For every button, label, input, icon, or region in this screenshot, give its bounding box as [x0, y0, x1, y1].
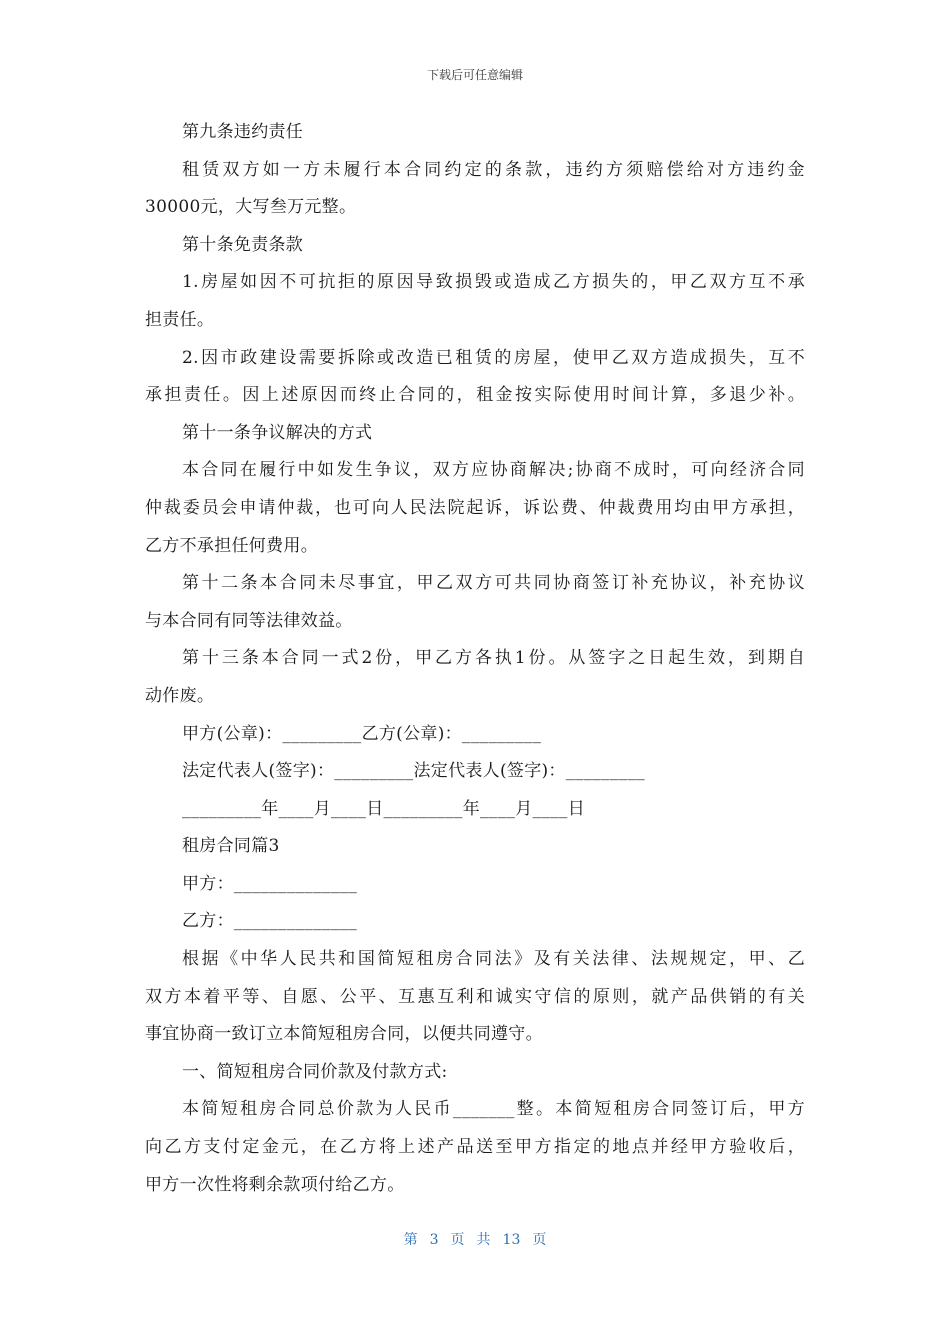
text-line: 第十二条本合同未尽事宜，甲乙双方可共同协商签订补充协议，补充协议: [182, 573, 805, 594]
text-line: 法定代表人(签字)：_________法定代表人(签字)：_________: [182, 761, 645, 782]
footer-total-word: 共: [476, 1232, 491, 1248]
text-line: 本合同在履行中如发生争议，双方应协商解决;协商不成时，可向经济合同: [182, 460, 805, 481]
text-line: 与本合同有同等法律效益。: [145, 610, 353, 631]
text-line: 1.房屋如因不可抗拒的原因导致损毁或造成乙方损失的，甲乙双方互不承: [182, 272, 805, 293]
current-page-number: 3: [429, 1232, 439, 1248]
text-line: 第十一条争议解决的方式: [182, 422, 373, 443]
footer-prefix: 第: [403, 1232, 418, 1248]
text-line: 承担责任。因上述原因而终止合同的，租金按实际使用时间计算，多退少补。: [145, 385, 805, 406]
footer-page-word: 页: [450, 1232, 465, 1248]
text-line: 甲方一次性将剩余款项付给乙方。: [145, 1174, 405, 1195]
page-footer: [0, 1229, 950, 1249]
text-line: 租房合同篇3: [182, 836, 280, 857]
text-line: 30000元，大写叁万元整。: [145, 197, 357, 218]
text-line: 乙方：______________: [182, 911, 358, 932]
text-line: 担责任。: [145, 309, 215, 330]
text-line: 第十三条本合同一式2份，甲乙方各执1份。从签字之日起生效，到期自: [182, 648, 805, 669]
document-body: [145, 114, 805, 1204]
text-line: 事宜协商一致订立本简短租房合同，以便共同遵守。: [145, 1024, 543, 1045]
text-line: 根据《中华人民共和国简短租房合同法》及有关法律、法规规定，甲、乙: [182, 949, 805, 970]
text-line: 本简短租房合同总价款为人民币_______整。本简短租房合同签订后，甲方: [182, 1099, 805, 1120]
text-line: 2.因市政建设需要拆除或改造已租赁的房屋，使甲乙双方造成损失，互不: [182, 347, 805, 368]
footer-suffix: 页: [532, 1232, 547, 1248]
text-line: 第十条免责条款: [182, 234, 304, 255]
text-line: 向乙方支付定金元，在乙方将上述产品送至甲方指定的地点并经甲方验收后，: [145, 1137, 805, 1158]
text-line: 仲裁委员会申请仲裁，也可向人民法院起诉，诉讼费、仲裁费用均由甲方承担，: [145, 497, 805, 518]
text-line: _________年____月____日_________年____月____日: [182, 798, 585, 819]
text-line: 租赁双方如一方未履行本合同约定的条款，违约方须赔偿给对方违约金: [182, 159, 805, 180]
text-line: 动作废。: [145, 685, 215, 706]
page-header: 下载后可任意编辑: [426, 68, 523, 82]
text-line: 甲方(公章)：_________乙方(公章)：_________: [182, 723, 542, 744]
total-page-count: 13: [502, 1232, 521, 1248]
text-line: 双方本着平等、自愿、公平、互惠互利和诚实守信的原则，就产品供销的有关: [145, 986, 805, 1007]
text-line: 乙方不承担任何费用。: [145, 535, 318, 556]
text-line: 一、简短租房合同价款及付款方式:: [182, 1061, 448, 1082]
text-line: 甲方：______________: [182, 873, 358, 894]
text-line: 第九条违约责任: [182, 122, 304, 142]
